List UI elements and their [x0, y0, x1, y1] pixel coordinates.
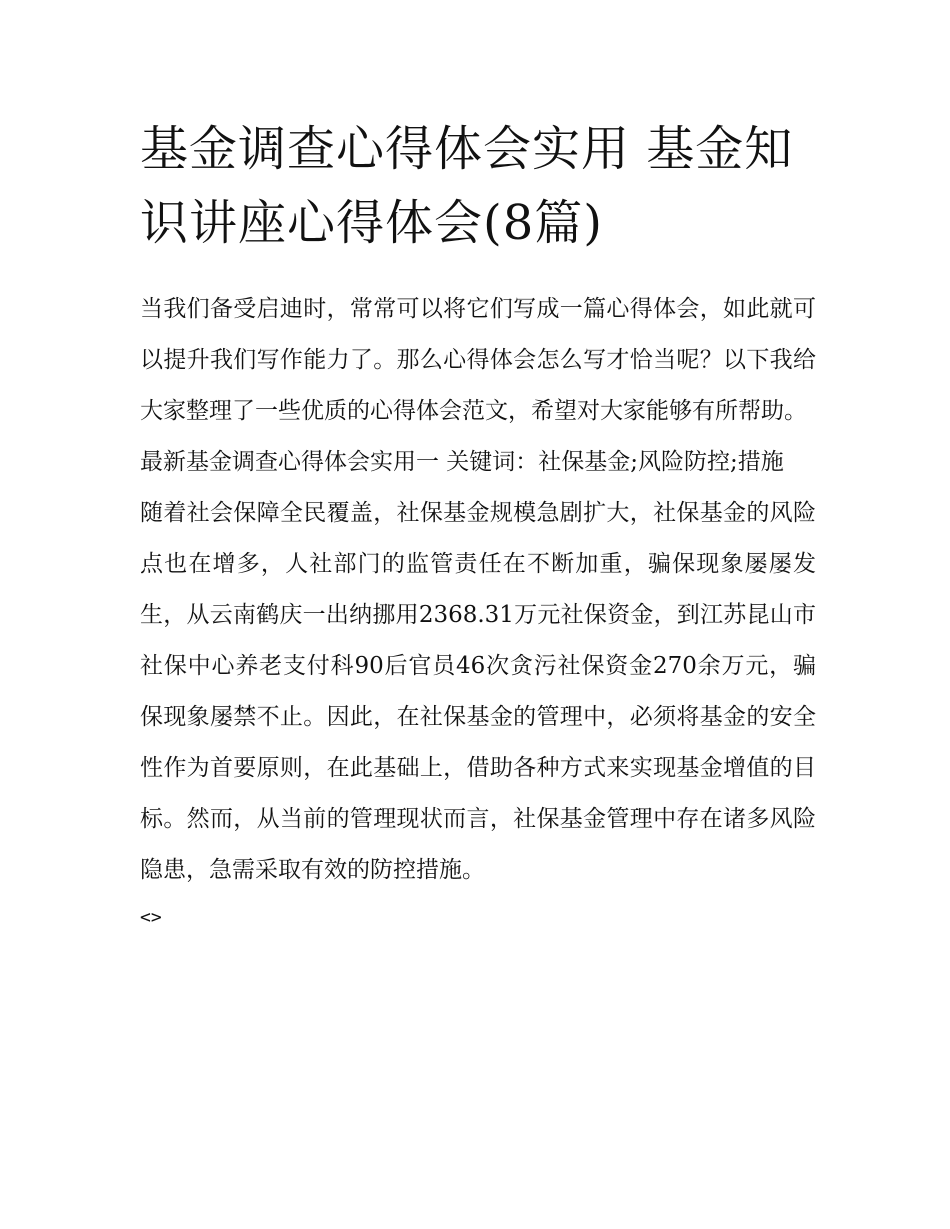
document-page: [140, 112, 816, 938]
angle-bracket-marker: <>: [140, 907, 162, 928]
document-title: 基金调查心得体会实用 基金知识讲座心得体会(8篇): [140, 121, 794, 251]
body-paragraph: 随着社会保障全民覆盖，社保基金规模急剧扩大，社保基金的风险点也在增多，人社部门的监管责任在不断加重，骗保现象屡屡发生，从云南鹤庆一出纳挪用2368.31万元社保资金，到江苏昆山市社保中心养老支付科90后官员46次贪污社保资金270余万元，骗保现象屡禁不止。因此，在社保基金的管理中，必须将基金的安全性作为首要原则，在此基础上，借助各种方式来实现基金增值的目标。然而，从当前的管理现状而言，社保基金管理中存在诸多风险隐患，急需采取有效的防控措施。: [140, 500, 816, 883]
intro-paragraph: 当我们备受启迪时，常常可以将它们写成一篇心得体会，如此就可以提升我们写作能力了。那么心得体会怎么写才恰当呢？以下我给大家整理了一些优质的心得体会范文，希望对大家能够有所帮助。: [140, 296, 816, 424]
keywords-paragraph: 最新基金调查心得体会实用一 关键词：社保基金;风险防控;措施: [140, 449, 784, 475]
